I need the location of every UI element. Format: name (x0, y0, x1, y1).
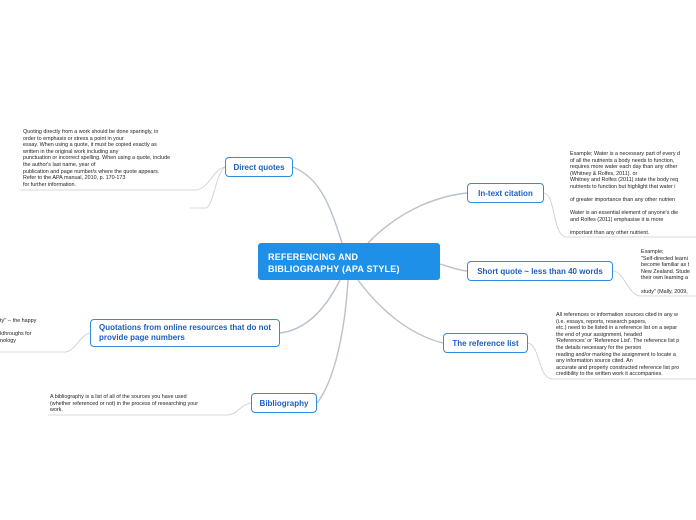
short-quote-note: Example; "Self-directed learni become familiar as t New Zealand. Stude their own learning a study" (Mally, 2009, (641, 249, 690, 295)
link-bibliography (317, 280, 348, 403)
link-in-text (368, 193, 467, 243)
short-quote-node[interactable]: Short quote ~ less than 40 words (467, 261, 613, 281)
bibliography-node[interactable]: Bibliography (251, 393, 317, 413)
link-short-quote (440, 264, 467, 271)
reference-list-note: All references or information sources cited in any w (i.e. essays, reports, research papers, etc.) need to be listed in a reference list on a separ the end of your assignment, headed 'References' or 'Reference List'. The reference list p the details necessary for the person reading and/or marking the assignment to locate a any information source cited. An accurate and properly constructed reference list pro credibility to the written work it accompanies. (556, 312, 680, 378)
link-reference-list (358, 280, 443, 343)
direct-quotes-note: Quoting directly from a work should be done sparingly, in order to emphasis or stress a point in your essay. When using a quote, it must be copied exactly as written in the original work including any punctuation or incorrect spelling. When using a quote, include the author's last name, year of publication and page number/s where the quote appears. Refer to the APA manual, 2010, p. 170-173 for further information. (23, 129, 171, 188)
online-quotes-note: ty" -- the happy kthroughs for nology (0, 318, 37, 344)
in-text-citation-node[interactable]: In-text citation (467, 183, 544, 203)
in-text-citation-note: Example; Water is a necessary part of every d of all the nutrients a body needs to function, requires more water each day than any other (Whitney & Rolfes, 2011). or Whitney and Rolfes (2011) state the body req nutrients to function but highlight that water i of greater importance than any other nutrien Water is an essential element of anyone's die and Rolfes (2011) emphasise it is more important than any other nutrient. (570, 151, 681, 237)
reference-list-node[interactable]: The reference list (443, 333, 528, 353)
direct-quotes-node[interactable]: Direct quotes (225, 157, 293, 177)
link-online-quotes (280, 280, 340, 333)
online-quotes-node[interactable]: Quotations from online resources that do not provide page numbers (90, 319, 280, 347)
central-topic[interactable]: REFERENCING AND BIBLIOGRAPHY (APA STYLE) (258, 243, 440, 280)
link-direct-quotes (293, 167, 342, 243)
bibliography-note: A bibliography is a list of all of the sources you have used (whether referenced or not) in the process of researching your work. (50, 394, 199, 414)
